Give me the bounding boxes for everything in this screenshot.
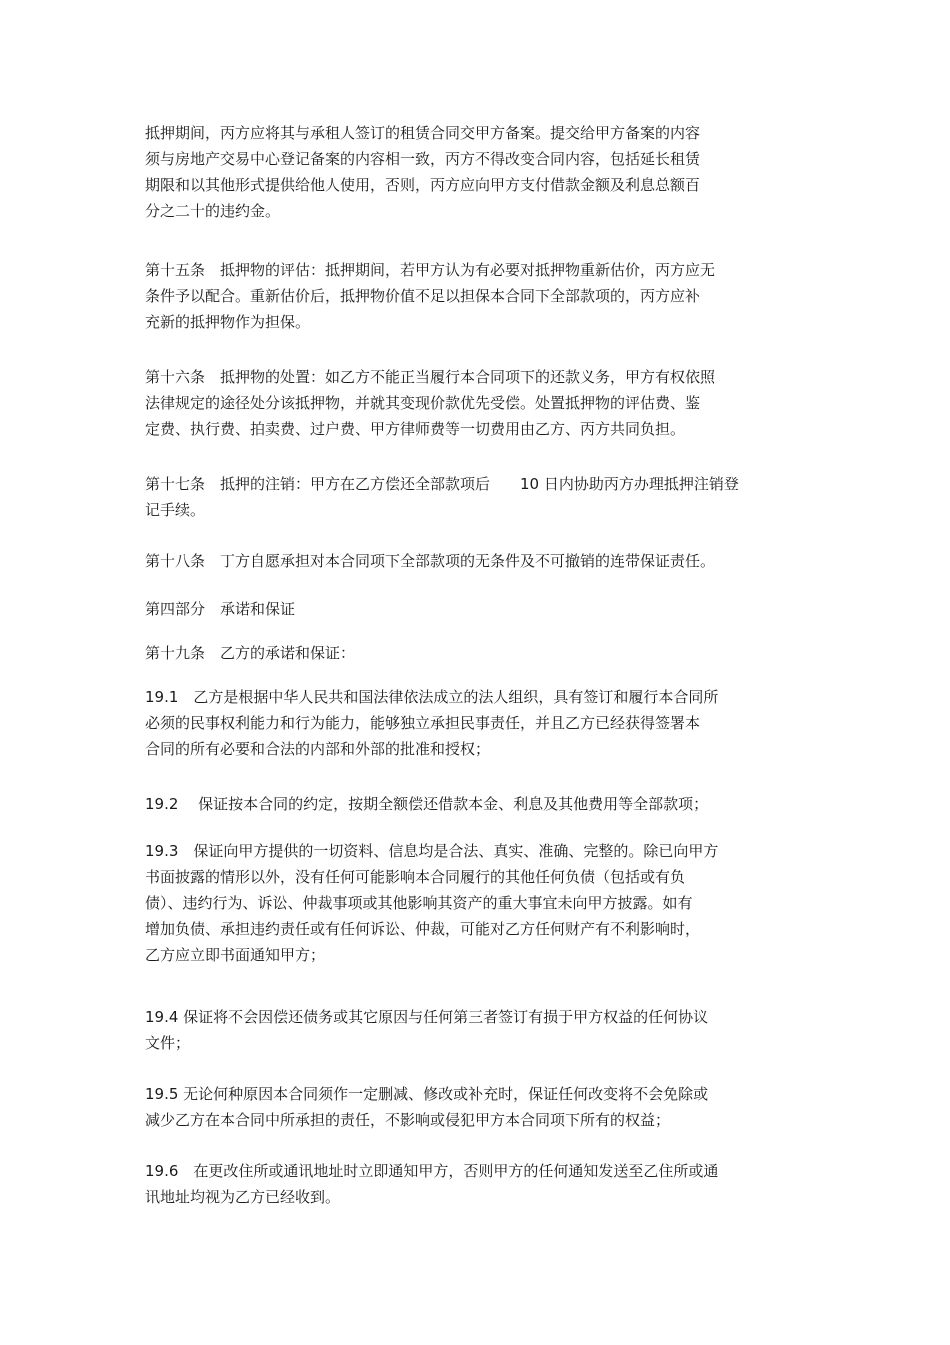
clause-19-1: [145, 684, 785, 762]
text-line: 第十六条 抵押物的处置：如乙方不能正当履行本合同项下的还款义务，甲方有权依照: [145, 368, 716, 386]
text-line: 第十七条 抵押的注销：甲方在乙方偿还全部款项后 10 日内协助丙方办理抵押注销登: [145, 475, 739, 493]
section-heading-part-4: [145, 596, 785, 622]
text-line: 债）、违约行为、诉讼、仲裁事项或其他影响其资产的重大事宜未向甲方披露。如有: [145, 894, 693, 912]
text-line: 定费、执行费、拍卖费、过户费、甲方律师费等一切费用由乙方、丙方共同负担。: [145, 420, 686, 438]
text-line: 19.1 乙方是根据中华人民共和国法律依法成立的法人组织，具有签订和履行本合同所: [145, 688, 719, 706]
clause-19-3: [145, 838, 785, 968]
text-line: 减少乙方在本合同中所承担的责任，不影响或侵犯甲方本合同项下所有的权益；: [145, 1111, 671, 1129]
text-line: 第四部分 承诺和保证: [145, 600, 296, 618]
paragraph-article-15: [145, 257, 785, 335]
paragraph-article-19: [145, 640, 785, 666]
text-line: 法律规定的途径处分该抵押物，并就其变现价款优先受偿。处置抵押物的评估费、鉴: [145, 394, 701, 412]
text-line: 期限和以其他形式提供给他人使用，否则，丙方应向甲方支付借款金额及利息总额百: [145, 176, 701, 194]
text-line: 合同的所有必要和合法的内部和外部的批准和授权；: [145, 740, 491, 758]
clause-19-6: [145, 1158, 785, 1210]
clause-19-4: [145, 1004, 785, 1056]
text-line: 乙方应立即书面通知甲方；: [145, 946, 326, 964]
text-line: 第十五条 抵押物的评估：抵押期间，若甲方认为有必要对抵押物重新估价，丙方应无: [145, 261, 716, 279]
text-line: 文件；: [145, 1034, 191, 1052]
text-line: 书面披露的情形以外，没有任何可能影响本合同履行的其他任何负债（包括或有负: [145, 868, 686, 886]
text-line: 充新的抵押物作为担保。: [145, 313, 311, 331]
text-line: 19.3 保证向甲方提供的一切资料、信息均是合法、真实、准确、完整的。除已向甲方: [145, 842, 719, 860]
text-line: 19.2 保证按本合同的约定，按期全额偿还借款本金、利息及其他费用等全部款项；: [145, 795, 709, 813]
text-line: 19.5 无论何种原因本合同须作一定删减、修改或补充时，保证任何改变将不会免除或: [145, 1085, 709, 1103]
paragraph-intro: [145, 120, 785, 224]
clause-19-2: [145, 791, 785, 817]
text-line: 必须的民事权利能力和行为能力，能够独立承担民事责任，并且乙方已经获得签署本: [145, 714, 701, 732]
text-line: 第十九条 乙方的承诺和保证：: [145, 644, 356, 662]
text-line: 19.6 在更改住所或通讯地址时立即通知甲方，否则甲方的任何通知发送至乙住所或通: [145, 1162, 719, 1180]
paragraph-article-16: [145, 364, 785, 442]
text-line: 增加负债、承担违约责任或有任何诉讼、仲裁，可能对乙方任何财产有不利影响时，: [145, 920, 701, 938]
text-line: 须与房地产交易中心登记备案的内容相一致，丙方不得改变合同内容，包括延长租赁: [145, 150, 701, 168]
clause-19-5: [145, 1081, 785, 1133]
paragraph-article-17: [145, 471, 785, 523]
paragraph-article-18: [145, 548, 785, 574]
text-line: 分之二十的违约金。: [145, 202, 281, 220]
text-line: 讯地址均视为乙方已经收到。: [145, 1188, 341, 1206]
text-line: 19.4 保证将不会因偿还债务或其它原因与任何第三者签订有损于甲方权益的任何协议: [145, 1008, 709, 1026]
text-line: 抵押期间，丙方应将其与承租人签订的租赁合同交甲方备案。提交给甲方备案的内容: [145, 124, 701, 142]
text-line: 第十八条 丁方自愿承担对本合同项下全部款项的无条件及不可撤销的连带保证责任。: [145, 552, 716, 570]
text-line: 条件予以配合。重新估价后，抵押物价值不足以担保本合同下全部款项的，丙方应补: [145, 287, 701, 305]
text-line: 记手续。: [145, 501, 206, 519]
